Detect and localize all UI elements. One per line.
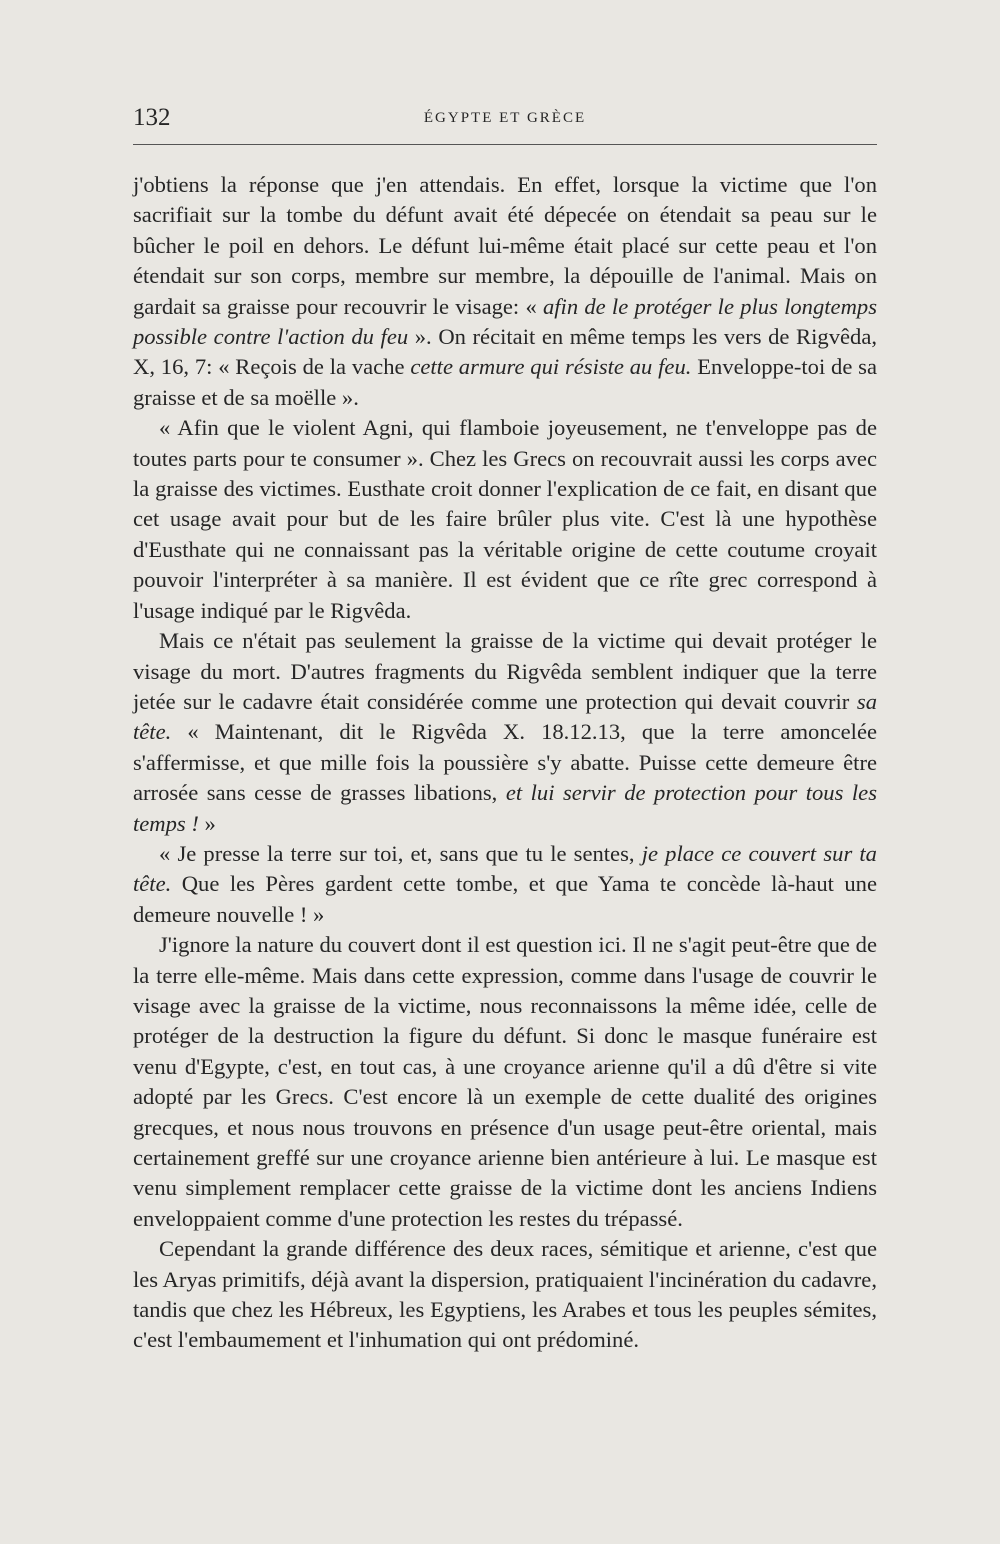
paragraph <box>133 413 877 626</box>
text-run: Enveloppe-toi de sa graisse et de sa moëlle ». <box>133 354 877 410</box>
paragraph <box>133 1234 877 1356</box>
italic-text: je place ce couvert sur ta tête. <box>133 840 877 897</box>
text-run: Mais ce n'était pas seulement la graisse de la victime qui devait protéger le visage du mort. D'autres fragments du Rigvêda semblent indiquer que la terre jetée sur le cadavre était considérée comme une protection qui devait couvrir <box>133 628 877 714</box>
text-run: « Maintenant, dit le Rigvêda X. 18.12.13, que la terre amoncelée s'affermisse, et que mille fois la poussière s'y abatte. Puisse cette demeure être arrosée sans cesse de grasses libations, <box>133 719 877 806</box>
text-run: Cependant la grande différence des deux races, sémitique et arienne, c'est que les Aryas primitifs, déjà avant la dispersion, pratiquaient l'incinération du cadavre, tandis que chez les Hébreux, les Egyptiens, les Arabes et tous les peuples sémites, c'est l'embaumement et l'inhumation qui ont prédominé. <box>133 1236 877 1353</box>
text-run: « Je presse la terre sur toi, et, sans que tu le sentes, <box>159 840 642 866</box>
text-run: ». On récitait en même temps les vers de Rigvêda, X, 16, 7: « Reçois de la vache <box>133 324 877 380</box>
italic-text: afin de le protéger le plus longtemps possible contre l'action du feu <box>133 293 877 350</box>
paragraph <box>133 626 877 839</box>
page-number: 132 <box>133 104 171 131</box>
text-run: Que les Pères gardent cette tombe, et que Yama te concède là-haut une demeure nouvelle ! » <box>133 871 877 927</box>
paragraph <box>133 170 877 413</box>
text-run: » <box>198 810 216 836</box>
italic-text: et lui servir de protection pour tous les temps ! <box>133 780 877 836</box>
header-rule <box>133 144 877 145</box>
italic-text: sa tête. <box>133 688 877 745</box>
page-header <box>133 104 877 144</box>
text-run: J'ignore la nature du couvert dont il est question ici. Il ne s'agit peut-être que de la terre elle-même. Mais dans cette expression, comme dans l'usage de couvrir le visage avec la graisse de la victime, nous reconnaissons la même idée, celle de protéger de la destruction la figure du défunt. Si donc le masque funéraire est venu d'Egypte, c'est, en tout cas, à une croyance arienne qu'il a dû d'être si vite adopté par les Grecs. C'est encore là un exemple de cette dualité des origines grecques, et nous nous trouvons en présence d'un usage peut-être oriental, mais certainement greffé sur une croyance arienne bien antérieure à lui. Le masque est venu simplement remplacer cette graisse de la victime dont les anciens Indiens enveloppaient comme d'une protection les restes du trépassé. <box>133 932 877 1231</box>
italic-text: cette armure qui résiste au feu. <box>410 354 692 380</box>
running-title: ÉGYPTE ET GRÈCE <box>423 110 587 126</box>
paragraph <box>133 839 877 930</box>
text-run: j'obtiens la réponse que j'en attendais. En effet, lorsque la victime que l'on sacrifiait sur la tombe du défunt avait été dépecée on étendait sa peau sur le bûcher le poil en dehors. Le défunt lui-même était placé sur cette peau et l'on étendait sur son corps, membre sur membre, la dépouille de l'animal. Mais on gardait sa graisse pour recouvrir le visage: « <box>133 172 877 319</box>
body-text <box>133 170 877 1356</box>
text-run: « Afin que le violent Agni, qui flamboie joyeusement, ne t'enveloppe pas de toutes parts pour te consumer ». Chez les Grecs on recouvrait aussi les corps avec la graisse des victimes. Eusthate croit donner l'explication de ce fait, en disant que cet usage avait pour but de les faire brûler plus vite. C'est là une hypothèse d'Eusthate qui ne connaissant pas la véritable origine de cette coutume croyait pouvoir l'interpréter à sa manière. Il est évident que ce rîte grec correspond à l'usage indiqué par le Rigvêda. <box>133 415 877 623</box>
paragraph <box>133 930 877 1234</box>
